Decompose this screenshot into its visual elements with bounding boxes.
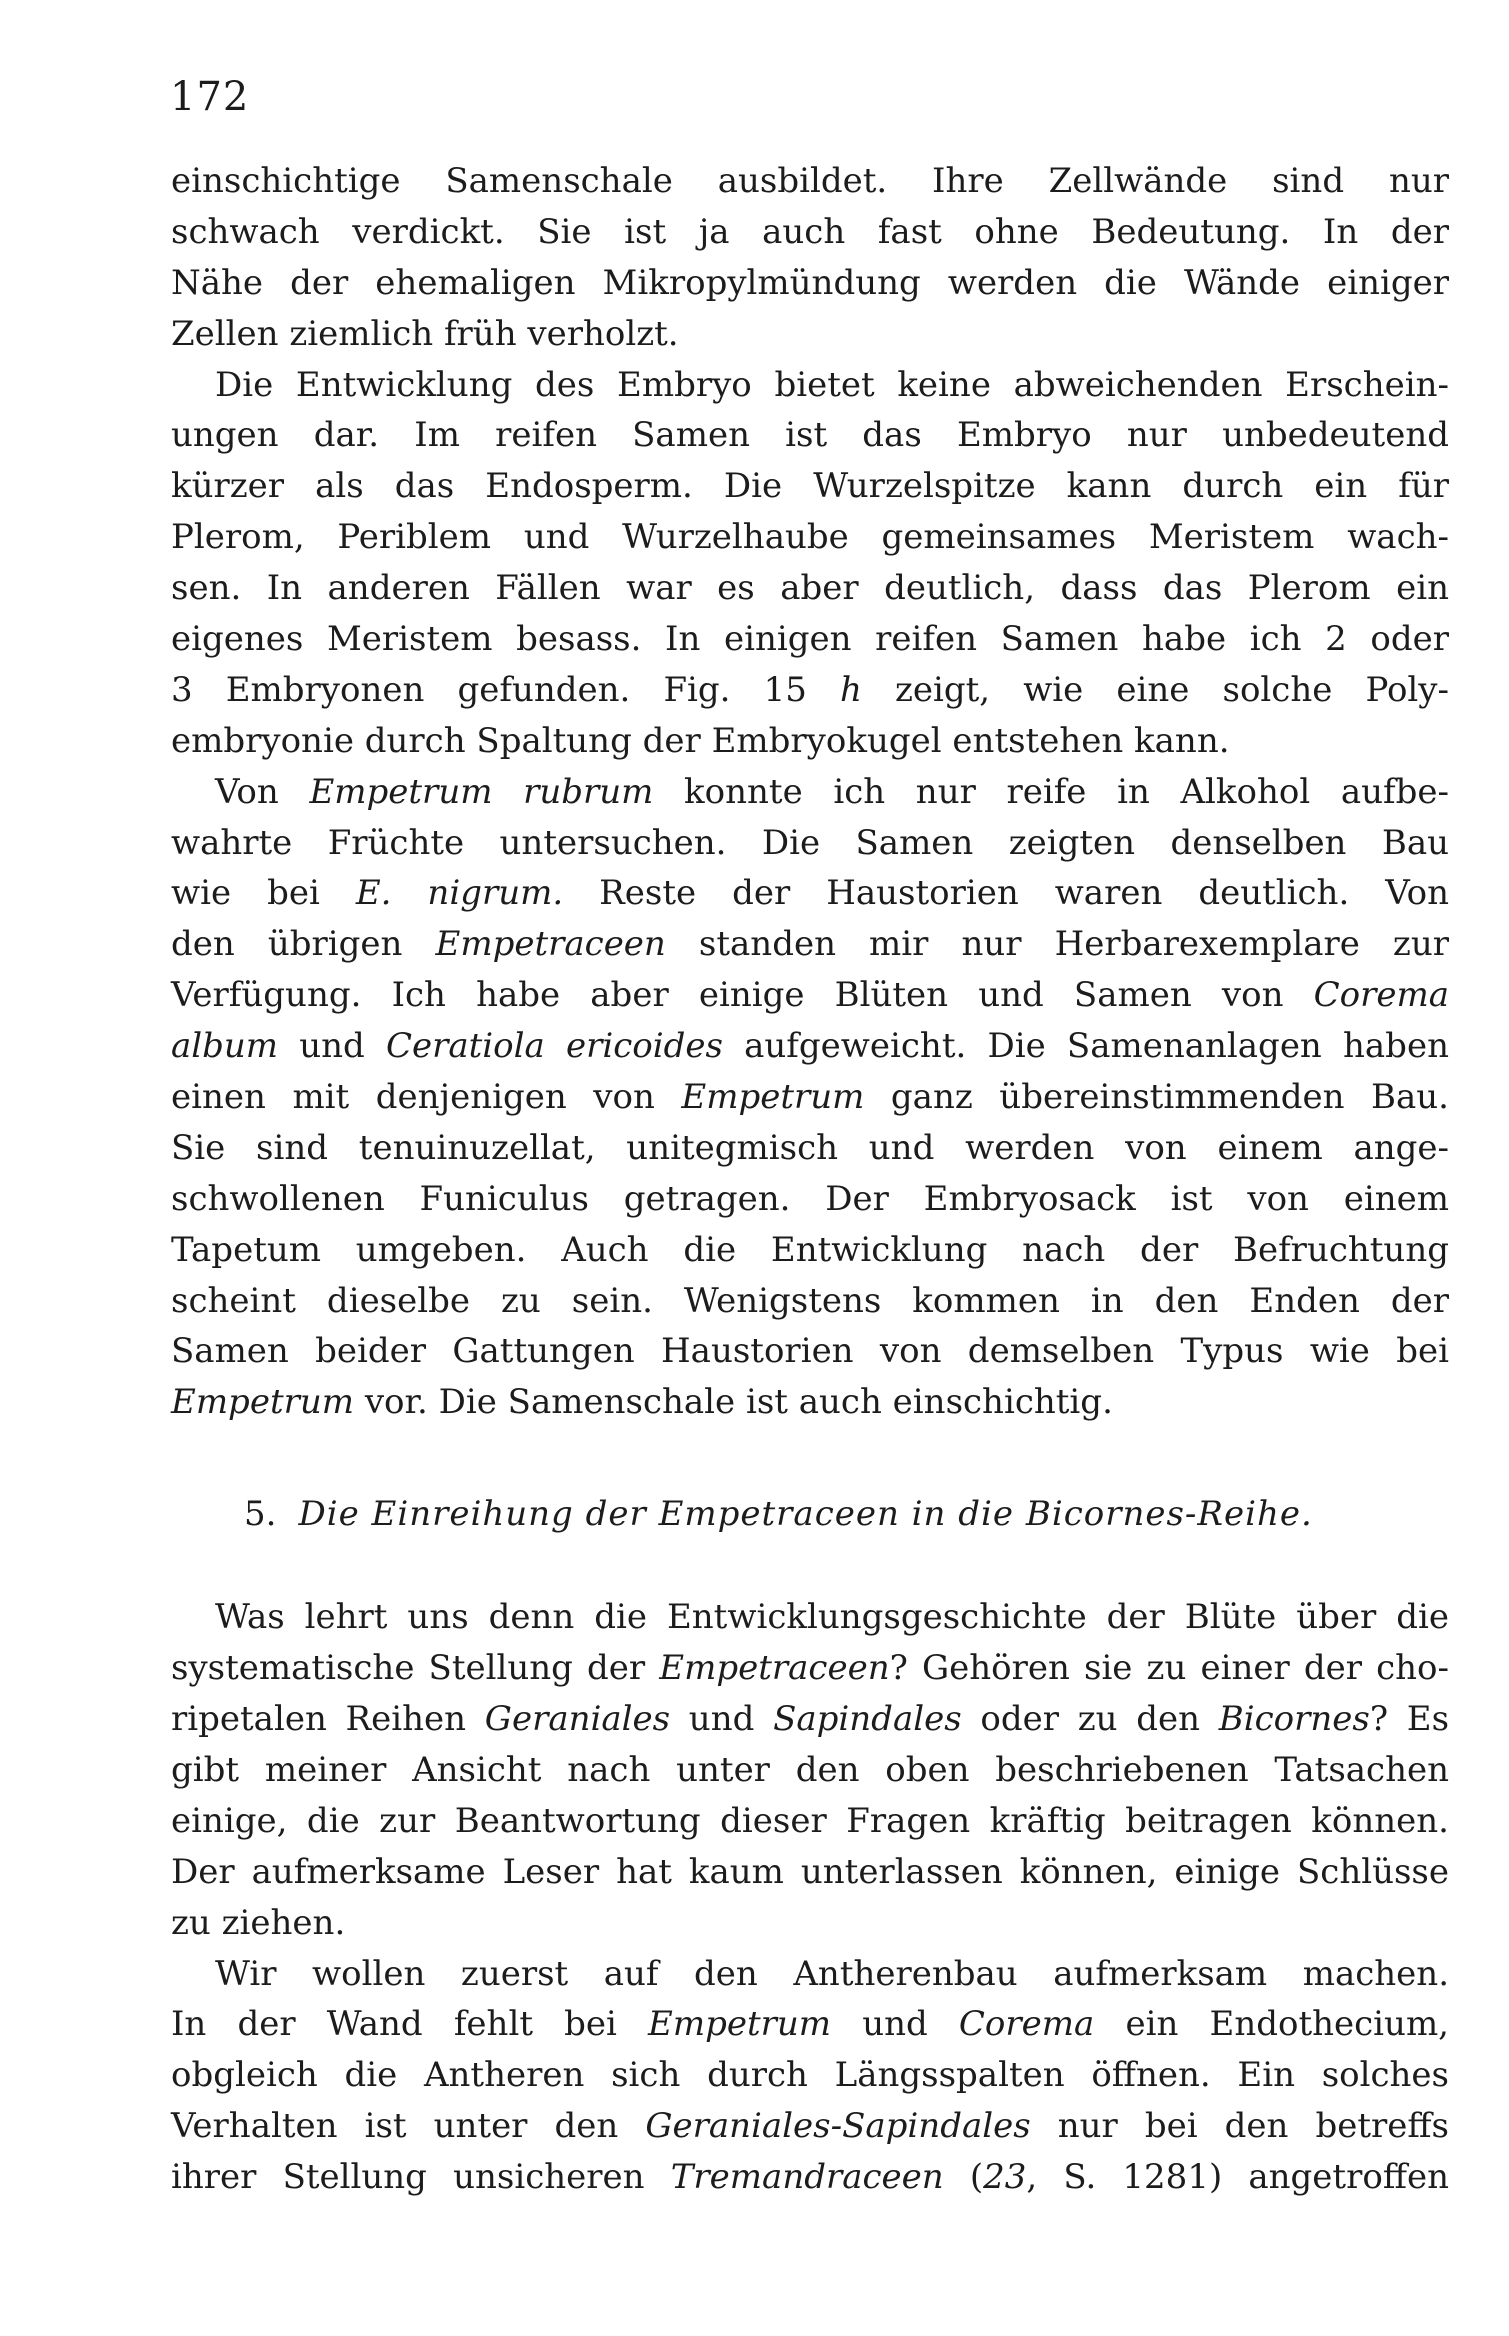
genus-name: Empetrum xyxy=(171,1382,354,1423)
section-heading xyxy=(171,1488,1449,1540)
text-line: Der aufmerksame Leser hat kaum unterlassen können, einige Schlüsse xyxy=(171,1851,1449,1892)
text-run: oder zu den xyxy=(980,1699,1200,1740)
text-line xyxy=(171,2152,1449,2203)
text-line: Wir wollen zuerst auf den Antherenbau aufmerksam machen. xyxy=(215,1953,1449,1994)
text-run: einen mit denjenigen von xyxy=(171,1077,655,1118)
text-run: nur bei den betreffs xyxy=(1057,2106,1449,2147)
text-run: und xyxy=(862,2004,928,2045)
text-line xyxy=(171,1377,1449,1428)
text-line xyxy=(171,919,1449,970)
reference-number: 23 xyxy=(983,2157,1027,2198)
taxon-name: Geraniales-Sapindales xyxy=(645,2106,1031,2147)
taxon-name: Sapindales xyxy=(773,1699,962,1740)
text-line xyxy=(171,1072,1449,1123)
text-run: ripetalen Reihen xyxy=(171,1699,467,1740)
text-run: zeigt, wie eine solche Poly- xyxy=(894,669,1449,710)
species-name: E. nigrum. xyxy=(355,873,564,914)
text-line: obgleich die Antheren sich durch Längsspalten öffnen. Ein solches xyxy=(171,2055,1449,2096)
text-line: einige, die zur Beantwortung dieser Fragen kräftig beitragen können. xyxy=(171,1800,1449,1841)
section-title: Die Einreihung der Empetraceen in die Bicornes-Reihe. xyxy=(298,1494,1313,1535)
text-line xyxy=(171,868,1449,919)
text-run: systematische Stellung der xyxy=(171,1648,646,1689)
text-run: den übrigen xyxy=(171,924,403,965)
text-run: ? Gehören sie zu einer der cho- xyxy=(889,1648,1449,1689)
text-line: wahrte Früchte untersuchen. Die Samen zeigten denselben Bau xyxy=(171,822,1449,863)
taxon-name: Bicornes xyxy=(1218,1699,1370,1740)
text-line: eigenes Meristem besass. In einigen reifen Samen habe ich 2 oder xyxy=(171,619,1449,660)
text-line: kürzer als das Endosperm. Die Wurzelspitze kann durch ein für xyxy=(171,466,1449,507)
taxon-name: Tremandraceen xyxy=(670,2157,944,2198)
species-name: Empetrum rubrum xyxy=(309,771,654,812)
body-text xyxy=(171,156,1449,2203)
text-run: und xyxy=(299,1026,365,1067)
text-line xyxy=(171,1999,1449,2050)
genus-name: Corema xyxy=(958,2004,1095,2045)
taxon-name: Geraniales xyxy=(484,1699,671,1740)
species-name: Ceratiola ericoides xyxy=(385,1026,723,1067)
text-run: vor. Die Samenschale ist auch einschichtig. xyxy=(364,1382,1113,1423)
text-line: ungen dar. Im reifen Samen ist das Embryo nur unbedeutend xyxy=(171,415,1449,456)
text-line: Sie sind tenuinuzellat, unitegmisch und werden von einem ange- xyxy=(171,1127,1449,1168)
text-run: In der Wand fehlt bei xyxy=(171,2004,617,2045)
taxon-name: Empetraceen xyxy=(659,1648,890,1689)
text-line xyxy=(171,970,1449,1021)
text-run: und xyxy=(688,1699,755,1740)
section-number: 5. xyxy=(244,1494,277,1535)
figure-letter: h xyxy=(839,669,862,710)
text-run: ganz übereinstimmenden Bau. xyxy=(890,1077,1449,1118)
text-run: ein Endothecium, xyxy=(1125,2004,1449,2045)
text-line: schwach verdickt. Sie ist ja auch fast ohne Bedeutung. In der xyxy=(171,211,1449,252)
page-number: 172 xyxy=(170,74,250,120)
paren-open: ( xyxy=(969,2157,984,2198)
text-line: scheint dieselbe zu sein. Wenigstens kommen in den Enden der xyxy=(171,1280,1449,1321)
genus-name: Empetrum xyxy=(681,1077,865,1118)
genus-name: Empetrum xyxy=(648,2004,832,2045)
text-line: sen. In anderen Fällen war es aber deutlich, dass das Plerom ein xyxy=(171,568,1449,609)
text-line xyxy=(171,2101,1449,2152)
text-line xyxy=(171,1021,1449,1072)
species-name: album xyxy=(171,1026,279,1067)
text-run: konnte ich nur reife in Alkohol aufbe- xyxy=(684,771,1449,812)
text-line: gibt meiner Ansicht nach unter den oben beschriebenen Tatsachen xyxy=(171,1749,1449,1790)
text-line: Nähe der ehemaligen Mikropylmündung werden die Wände einiger xyxy=(171,262,1449,303)
text-run: wie bei xyxy=(171,873,320,914)
text-line: Samen beider Gattungen Haustorien von demselben Typus wie bei xyxy=(171,1331,1449,1372)
text-run: 3 Embryonen gefunden. Fig. 15 xyxy=(171,669,807,710)
text-run: Von xyxy=(215,771,279,812)
text-run: , S. 1281) angetroffen xyxy=(1026,2157,1449,2198)
text-line: Die Entwicklung des Embryo bietet keine abweichenden Erschein- xyxy=(215,364,1449,405)
text-line: embryonie durch Spaltung der Embryokugel entstehen kann. xyxy=(171,720,1230,761)
text-run: Verhalten ist unter den xyxy=(171,2106,619,2147)
text-line: Plerom, Periblem und Wurzelhaube gemeinsames Meristem wach- xyxy=(171,517,1449,558)
text-line: zu ziehen. xyxy=(171,1902,346,1943)
text-run: Verfügung. Ich habe aber einige Blüten und Samen von xyxy=(171,975,1284,1016)
taxon-name: Empetraceen xyxy=(435,924,666,965)
text-run: aufgeweicht. Die Samenanlagen haben xyxy=(744,1026,1449,1067)
text-line: Was lehrt uns denn die Entwicklungsgeschichte der Blüte über die xyxy=(215,1597,1449,1638)
genus-name: Corema xyxy=(1313,975,1450,1016)
text-line xyxy=(171,665,1449,716)
citation xyxy=(970,2157,1449,2197)
text-line: Zellen ziemlich früh verholzt. xyxy=(171,313,679,354)
text-line xyxy=(171,1643,1449,1694)
text-run: ? Es xyxy=(1369,1699,1450,1740)
text-line: schwollenen Funiculus getragen. Der Embryosack ist von einem xyxy=(171,1178,1449,1219)
text-line xyxy=(171,767,1449,818)
text-line xyxy=(171,1694,1449,1745)
text-line: einschichtige Samenschale ausbildet. Ihre Zellwände sind nur xyxy=(171,161,1449,201)
text-run: Reste der Haustorien waren deutlich. Von xyxy=(599,873,1450,914)
text-run: standen mir nur Herbarexemplare zur xyxy=(698,924,1449,965)
text-line: Tapetum umgeben. Auch die Entwicklung nach der Befruchtung xyxy=(171,1229,1449,1270)
text-run: ihrer Stellung unsicheren xyxy=(171,2157,645,2198)
